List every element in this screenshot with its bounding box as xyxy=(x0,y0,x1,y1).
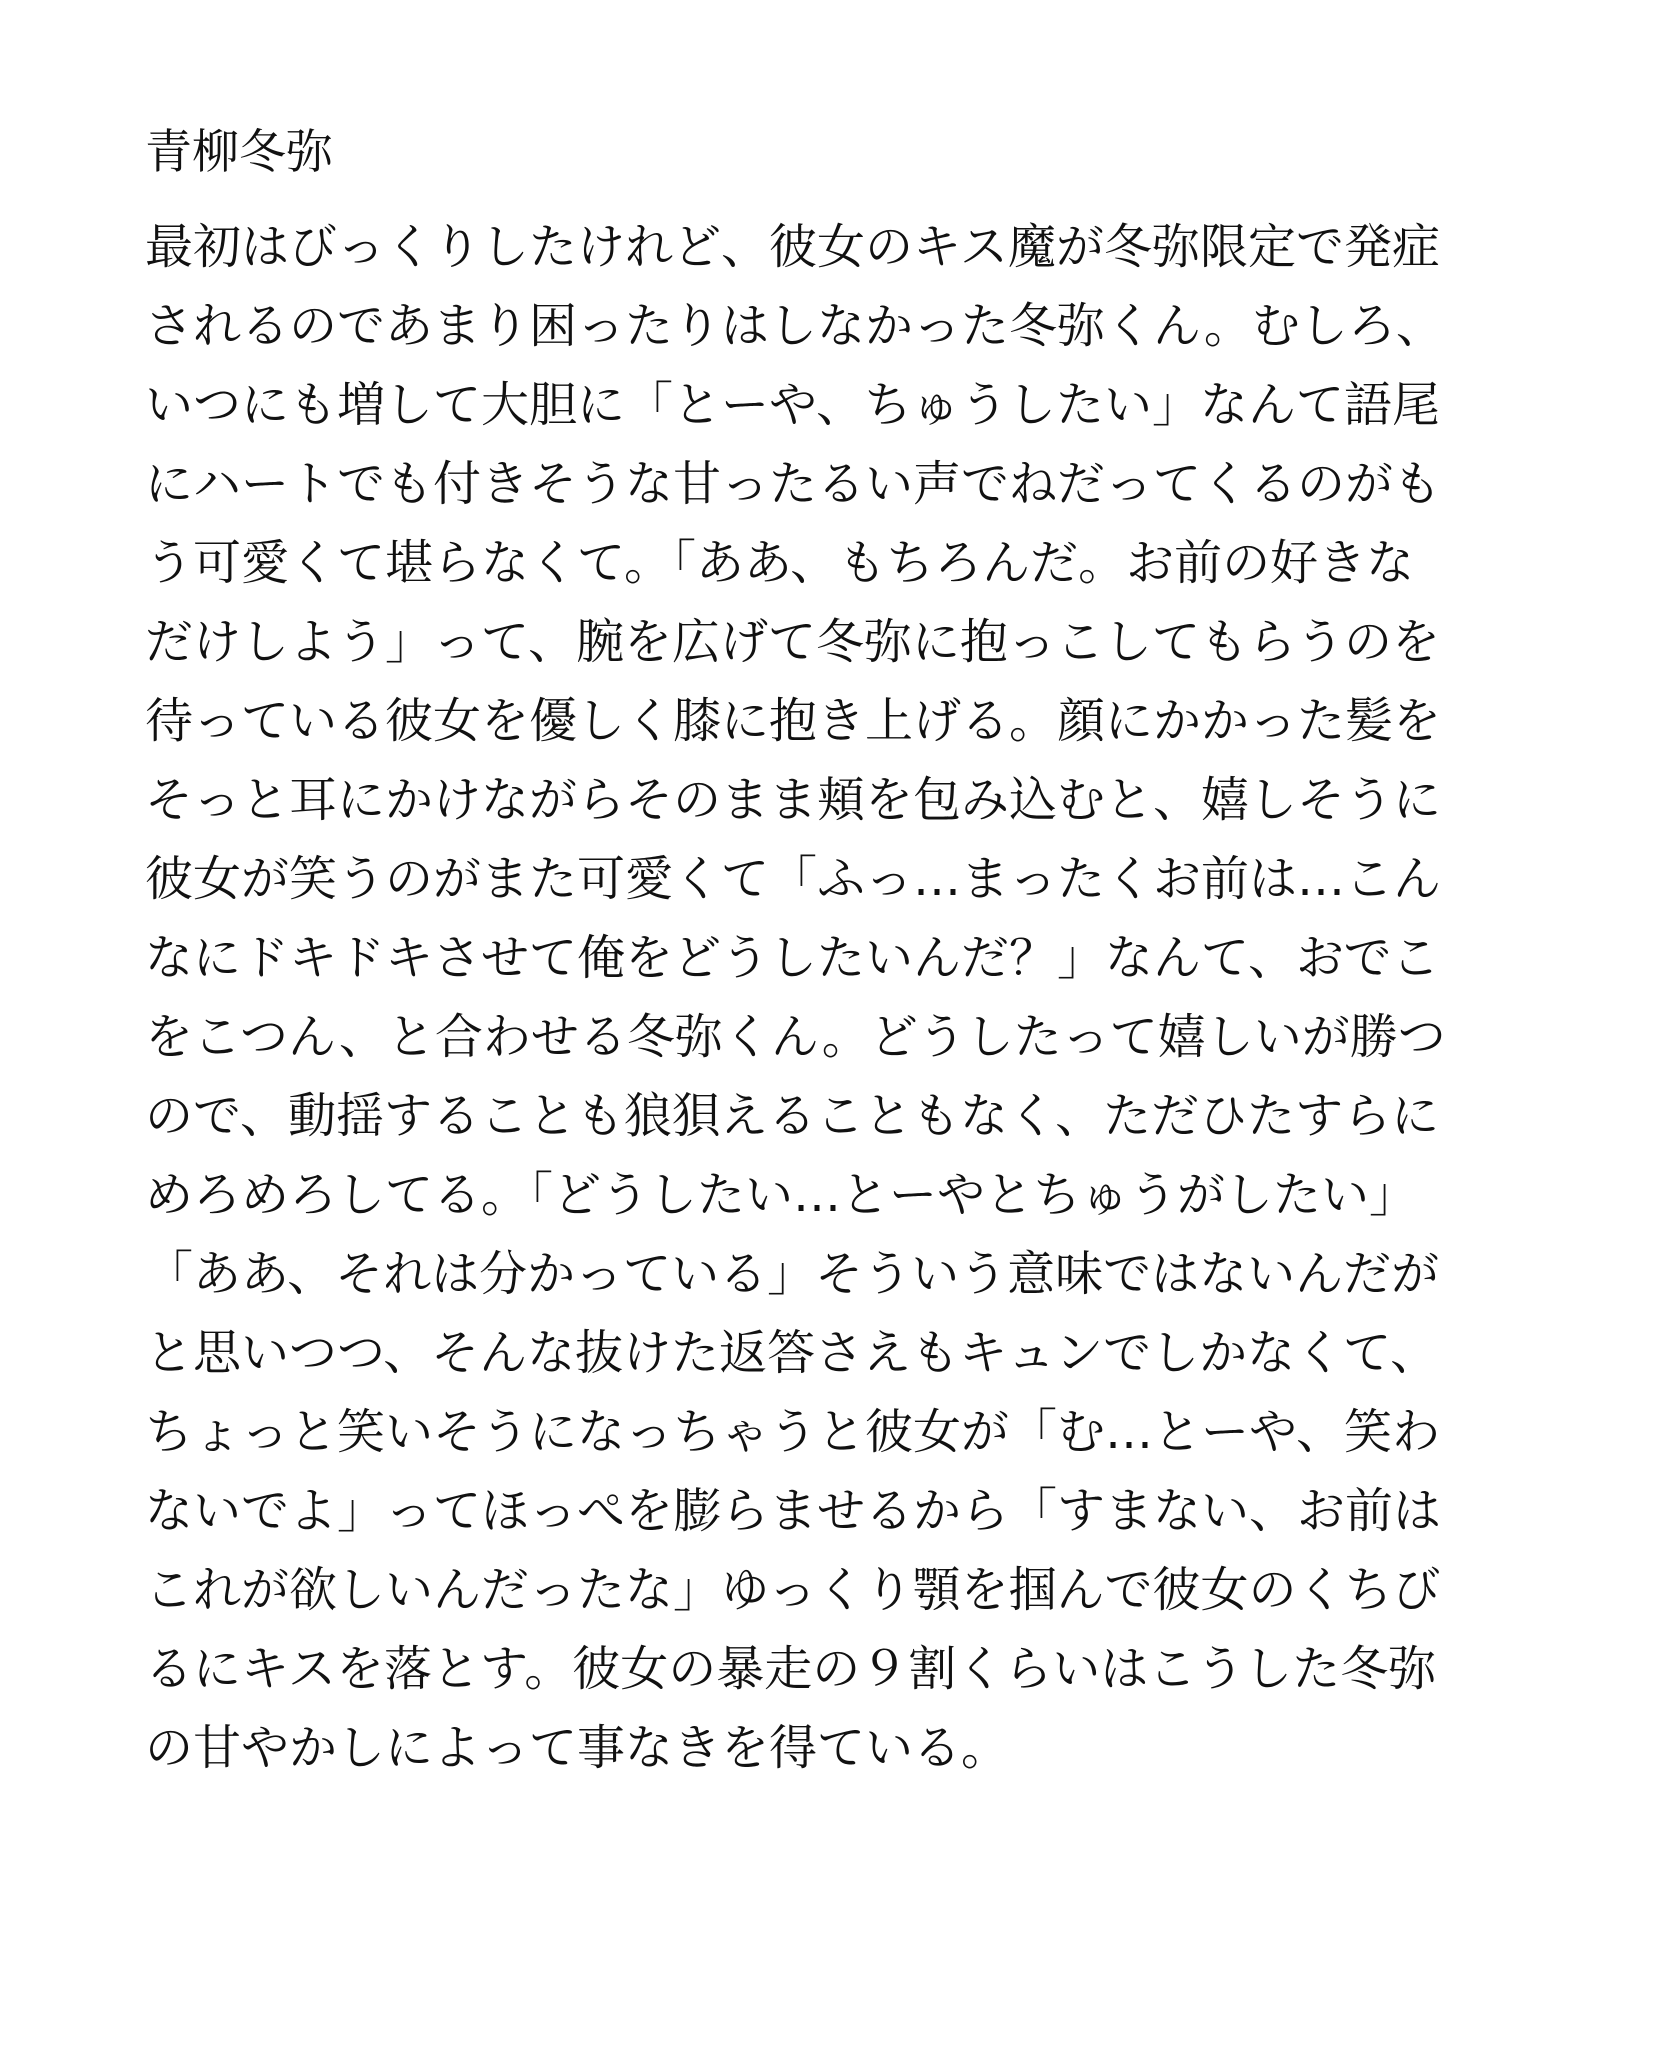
text-line: めろめろしてる。「どうしたい…とーやとちゅうがしたい」 xyxy=(145,1167,1418,1223)
text-line: 「ああ、それは分かっている」そういう意味ではないんだが xyxy=(145,1246,1440,1302)
document-body xyxy=(145,208,1545,1788)
text-line: だけしよう」って、腕を広げて冬弥に抱っこしてもらうのを xyxy=(145,614,1441,670)
text-line: 待っている彼女を優しく膝に抱き上げる。顔にかかった髪を xyxy=(145,693,1442,749)
text-line: 最初はびっくりしたけれど、彼女のキス魔が冬弥限定で発症 xyxy=(145,219,1441,275)
text-line: 彼女が笑うのがまた可愛くて「ふっ…まったくお前は…こん xyxy=(145,851,1442,907)
text-line: されるのであまり困ったりはしなかった冬弥くん。むしろ、 xyxy=(145,298,1444,354)
text-line: そっと耳にかけながらそのまま頬を包み込むと、嬉しそうに xyxy=(145,772,1442,828)
text-line: う可愛くて堪らなくて。「ああ、もちろんだ。お前の好きな xyxy=(145,535,1415,591)
text-line: ないでよ」ってほっぺを膨らませるから「すまない、お前は xyxy=(145,1483,1442,1539)
text-line: にハートでも付きそうな甘ったるい声でねだってくるのがも xyxy=(145,456,1442,512)
document-title: 青柳冬弥 xyxy=(145,125,333,180)
text-line: ので、動揺することも狼狽えることもなく、ただひたすらに xyxy=(145,1088,1440,1144)
text-line: をこつん、と合わせる冬弥くん。どうしたって嬉しいが勝つ xyxy=(145,1009,1446,1065)
text-line: と思いつつ、そんな抜けた返答さえもキュンでしかなくて、 xyxy=(145,1325,1439,1381)
text-line: なにドキドキさせて俺をどうしたいんだ？」なんて、おでこ xyxy=(145,930,1440,986)
text-line: これが欲しいんだったな」ゆっくり顎を掴んで彼女のくちび xyxy=(145,1562,1441,1618)
text-line: ちょっと笑いそうになっちゃうと彼女が「む…とーや、笑わ xyxy=(145,1404,1441,1460)
text-line: の甘やかしによって事なきを得ている。 xyxy=(145,1720,1010,1776)
text-line: るにキスを落とす。彼女の暴走の９割くらいはこうした冬弥 xyxy=(145,1641,1437,1697)
text-line: いつにも増して大胆に「とーや、ちゅうしたい」なんて語尾 xyxy=(145,377,1441,433)
